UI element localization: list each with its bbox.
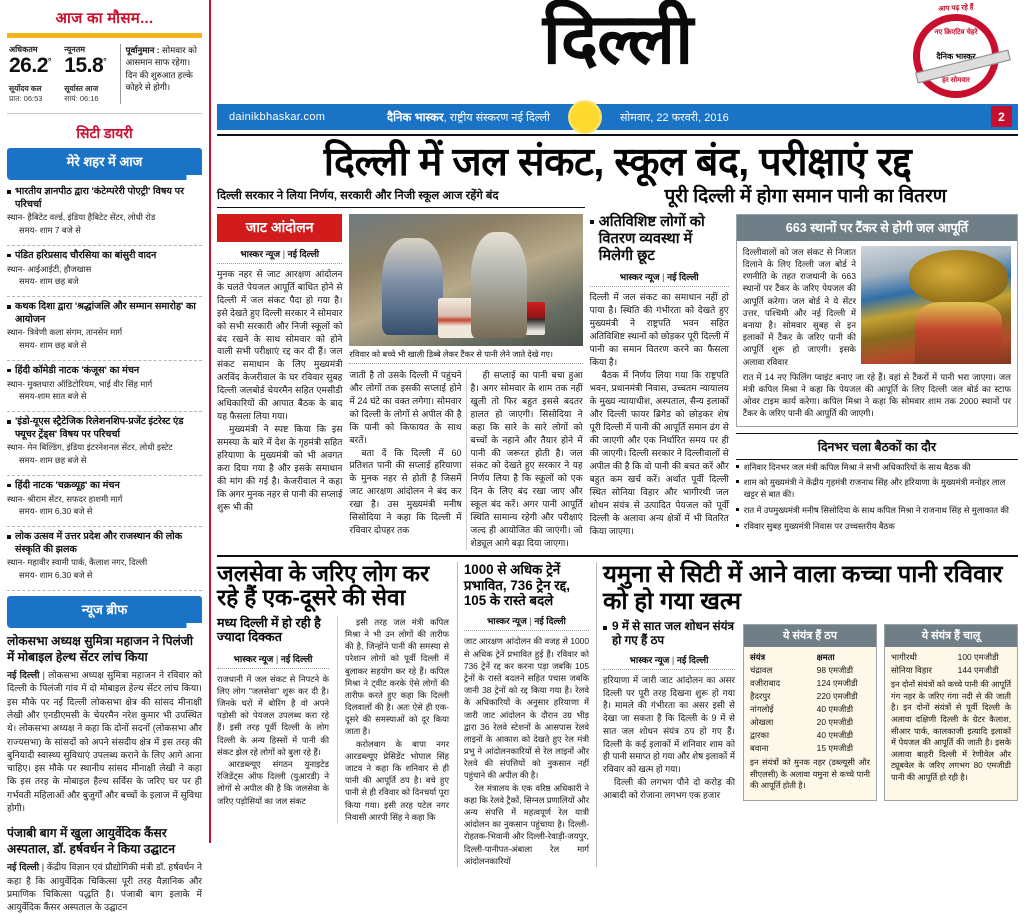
trains-article [457, 562, 589, 867]
bucket-icon [438, 298, 478, 338]
edition-label [387, 110, 550, 125]
weather-max [9, 44, 60, 104]
bucket-icon [513, 302, 546, 335]
table-note: इन दोनों संयंत्रों को कच्चे पानी की आपूर्ति गंग नहर के जरिए गंगा नदी से की जाती है। इन दोनों संयंत्रों से पूर्वी दिल्ली के अलावा दक्षिणी दिल्ली के ग्रेटर कैलाश, सीआर पार्क, कालकाजी इत्यादि इलाकों में पेयजल की आपूर्ति की जाती है। इसके अलावा बाहरी दिल्ली में रेणीवेल और ट्यूबवेल के जरिए लगभग 80 एमजीडी पानी की आपूर्ति हो रही है। [891, 679, 1011, 783]
sunset-label: सूर्यास्त आज [64, 84, 99, 94]
event-venue: स्थान- मुक्तधारा ऑडिटोरियम, भाई वीर सिंह मार्ग [7, 378, 153, 389]
table-row [750, 716, 870, 729]
brief-body: नई दिल्ली | लोकसभा अध्यक्ष सुमित्रा महाजन ने रविवार को दिल्ली के पिलंजी गांव में दो मोबाइल हेल्थ सेंटर लांच किया। इस मौके पर नई दिल्ली लोकसभा क्षेत्र की सांसद मीनाक्षी लेखी और एनडीएमसी के चेयरमैन नरेश कुमार भी उपस्थित थे। लोकसभा अध्यक्ष ने कहा कि दोनों सदनों (लोकसभा और राज्यसभा) के सांसदों को अपने संसदीय क्षेत्र में इस तरह की बुनियादी स्वास्थ्य सुविधाएं उपलब्ध कराने के लिए आगे आना चाहिए। इस मौके पर स्थानीय सांसद मीनाक्षी लेखी ने कहा कि इस तरह के मोबाइल हैल्थ सर्विस के जरिए घर पर ही गर्भवती महिलाओं और बुजुर्गों और बच्चों के इलाज में सुविधा होगी। [7, 670, 202, 813]
event-venue: स्थान- महावीर स्वामी पार्क, कैलाश नगर, दिल्ली [7, 557, 148, 568]
jaat-section-band: जाट आंदोलन [217, 214, 342, 242]
jalseva-right-col [337, 616, 449, 823]
byline-place: नई दिल्ली [280, 653, 313, 664]
cell-capacity: 220 एमजीडी [816, 690, 858, 701]
plants-tables [743, 624, 1018, 801]
running-plants-table [884, 624, 1018, 801]
tanker-box-body [737, 241, 1017, 426]
brief-body: नई दिल्ली | केंद्रीय विज्ञान एवं प्रौद्योगिकी मंत्री डॉ. हर्षवर्धन ने कहा है कि आयुर्वेदिक चिकित्सा पूरी तरह वैज्ञानिक और प्रमाणिक चिकित्सा पद्धति है। पंजाबी बाग इलाके में आयुर्वेदिक कैंसर अस्पताल के उद्घाटन [7, 862, 202, 913]
jalseva-subhead: मध्य दिल्ली में हो रही है ज्यादा दिक्कत [217, 615, 321, 645]
photo-caption: रविवार को बच्चे भी खाली डिब्बे लेकर टैंकर से पानी लेने जाते देखे गए। [349, 349, 553, 359]
degree-icon: ° [103, 56, 107, 66]
divider [349, 363, 582, 364]
table-row [750, 664, 870, 677]
article-paragraph: दिल्ली की लगभग पौने दो करोड़ की आबादी को रोजाना लगभग एक हजार [603, 776, 735, 800]
byline-place: नई दिल्ली [667, 272, 699, 283]
jalseva-headline: जलसेवा के जरिए लोग कर रहे हैं एक-दूसरे की सेवा [217, 561, 430, 611]
yamuna-text-col [603, 620, 735, 801]
stopped-plants-body [744, 647, 876, 797]
lower-section [217, 555, 1018, 867]
article-paragraph: बैठक में निर्णय लिया गया कि राष्ट्रपति भवन, प्रधानमंत्री निवास, उच्चतम न्यायालय के मुख्य न्यायाधीश, अस्पताल, सैन्य इलाकों और दिल्ली फायर ब्रिगेड को छोड़कर शेष पूरी दिल्ली में पानी की आपूर्ति समान ढंग से की जाएगी और एक निर्धारित समय पर ही की जाएगी। दिल्ली सरकार ने दिल्लीवालों से अपील की है कि वो पानी की बचत करें और बहुत कम खर्च करें। अर्थात पूर्वी दिल्ली स्थित सोनिया विहार और भागीरथी जल शोधन संयंत्र से उत्पादित पेयजल को पूर्वी दिल्ली के अलावा अन्य क्षेत्रों में भी वितरित किया जाएगा। [589, 370, 729, 536]
main-content [211, 0, 1024, 866]
jalseva-article [217, 562, 450, 867]
article-paragraph: आरडब्ल्यूए संगठन युनाइटेड रेजिडेंट्स ऑफ दिल्ली (युआरडी) ने लोगों से अपील की है कि जलसेवा के जरिए पड़ोसियों का जल संकट [217, 759, 329, 806]
lead-subhead-row [217, 187, 1018, 210]
article-paragraph: जाती है तो उसके दिल्ली में पहुंचने और लोगों तक इसकी सप्लाई होने में 24 घंटे का वक्त लगेगा। सोमवार को दिल्ली के लोगों से अपील की है कि पानी को किफायत के साथ बरतें। [349, 369, 462, 445]
list-item [7, 480, 202, 522]
yamuna-subhead: 9 में से सात जल शोधन संयंत्र हो गए हैं ठप [603, 620, 735, 653]
article-paragraph: करोलबाग के बापा नगर आरडब्ल्यूए प्रेसिडेंट भोपाल सिंह जाटव ने कहा कि शनिवार से ही पानी की आपूर्ति ठप है। बचे हुए पानी से ही रविवार को दिनचर्या पूरा किया गया। इसी तरह पटेल नगर निवासी आरपी सिंह ने कहा कि [345, 738, 449, 822]
divider [7, 296, 202, 297]
yamuna-article [596, 562, 1018, 867]
list-item: रविवार सुबह मुख्यमंत्री निवास पर उच्चस्तरीय बैठक [736, 519, 1018, 535]
divider [464, 630, 589, 631]
list-item: शनिवार दिनभर जल मंत्री कपिल मिश्रा ने सभी अधिकारियों के साथ बैठक की [736, 460, 1018, 476]
article-paragraph: बता दें कि दिल्ली में 60 प्रतिशत पानी की सप्लाई हरियाणा के मुनक नहर से होती है जिसमें जाट आरक्षण आंदोलन ने बंद कर रखा है। उस मुख्यमंत्री मनीष सिसोदिया ने कहा कि दिल्ली में रविवार दोपहर तक [349, 447, 462, 536]
stamp-top-text: आप पढ़ रहे हैं [938, 4, 974, 13]
upper-columns [217, 214, 1018, 550]
event-time: समय- शाम 7 बजे से [19, 225, 81, 236]
left-sidebar [0, 0, 211, 913]
column-header-name: संयंत्र [750, 651, 766, 662]
meetings-box [736, 433, 1018, 535]
stamp-line-1: नए क्रिएटिव चेहरे [934, 29, 978, 36]
table-row [891, 651, 1011, 664]
meetings-box-title: दिनभर चला बैठकों का दौर [736, 434, 1018, 460]
article-paragraph: राजधानी में जल संकट से निपटने के लिए लोग "जलसेवा" शुरू कर दी है। जिनके घरों में बोरिंग है वो अपने पड़ोसी को पेयजल उपलब्ध करा रहे हैं। इसी तरह पूर्वी दिल्ली के लोग दिल्ली के अन्य हिस्सों में पानी की संकट झेल रहे लोगों को बुला रहे हैं। [217, 673, 329, 757]
event-headline: 'इंडो-यूएस स्ट्रैटेजिक रिलेशनशिप-प्रजेंट इंटरेस्ट एंड फ्यूचर ट्रेंड्स' विषय पर परिचर्चा [7, 416, 202, 441]
trains-headline: 1000 से अधिक ट्रेनें प्रभावित, 736 ट्रेन रद्द, 105 के रास्ते बदले [463, 562, 570, 608]
list-item [7, 186, 202, 241]
stamp-line-2: दैनिक भास्कर [936, 51, 976, 61]
forecast-text: सोमवार को आसमान साफ रहेगा। दिन की शुरुआत हल्के कोहरे से होगी। [125, 45, 197, 93]
brief-text: केंद्रीय विज्ञान एवं प्रौद्योगिकी मंत्री डॉ. हर्षवर्धन ने कहा है कि आयुर्वेदिक चिकित्सा पूरी तरह वैज्ञानिक और प्रमाणिक चिकित्सा पद्धति है। पंजाबी बाग इलाके में आयुर्वेदिक कैंसर अस्पताल के उद्घाटन [7, 862, 202, 913]
weather-min-value: 15.8 [64, 54, 104, 77]
table-row [750, 742, 870, 755]
column-jaat [217, 214, 342, 550]
byline: भास्कर न्यूज | नई दिल्ली [486, 616, 566, 627]
divider [217, 134, 1018, 136]
cell-name: बवाना [750, 743, 769, 754]
byline-place: नई दिल्ली [534, 616, 566, 627]
table-note: इन संयंत्रों को मुनक नहर (डब्ल्यूसी और सीएलसी) के अलावा यमुना से कच्चे पानी की आपूर्ति होती है। [750, 758, 870, 791]
weather-min-label: न्यूनतम [64, 45, 86, 54]
lead-headline: दिल्ली में जल संकट, स्कूल बंद, परीक्षाएं रद्द [323, 140, 912, 184]
cell-name: वजीराबाद [750, 677, 781, 688]
event-venue: स्थान- मेन बिल्डिंग, इंडिया इंटरनेशनल सेंटर, लोधी इस्टेट [7, 442, 173, 453]
yamuna-headline: यमुना से सिटी में आने वाला कच्चा पानी रविवार को हो गया खत्म [603, 561, 1003, 615]
article-paragraph: मुख्यमंत्री ने स्पष्ट किया कि इस समस्या के बारे में देश के गृहमंत्री सहित हरियाणा के मुख्यमंत्री को भी अवगत करा दिया गया है और इसके समाधान की मांग की गई है। केजरीवाल ने कहा कि अगर मुनक नहर से पानी की सप्लाई शुरू भी की [217, 424, 343, 512]
byline: भास्कर न्यूज | नई दिल्ली [233, 653, 313, 664]
article-paragraph: ही सप्लाई का पानी बचा हुआ है। अगर सोमवार के शाम तक नहीं खुली तो फिर बहुत इससे बदतर हालत हो जाएगी। सिसोदिया ने कहा कि सारे के सारे लोगों को बच्चों के नहाने और तैयार होने में पानी की जरूरत होती है। जल संकट को देखते हुए सरकार ने यह निर्णय लिया है कि स्कूलों को एक दिन के लिए बंद रखा जाए और स्कूल बंद करें। अगर पानी आपूर्ति स्थिति सामान्य रहेगी और परीक्षाएं जल्द ही आयोजित की जाएंगी। जो शेड्यूल आगे बढ़ा दिया जाएगा। [470, 369, 583, 549]
promo-stamp [902, 4, 1010, 100]
event-time: समय- शाम छह बजे से [19, 455, 87, 466]
event-venue: स्थान- श्रीराम सेंटर, सफदर हाशमी मार्ग [7, 493, 123, 504]
event-headline: पंडित हरिप्रसाद चौरसिया का बांसुरी वादन [7, 250, 202, 263]
byline-source: भास्कर न्यूज [619, 272, 660, 283]
cell-capacity: 100 एमजीडी [957, 651, 999, 662]
weather-max-value-wrap [9, 55, 60, 77]
cell-name: द्वारका [750, 730, 770, 741]
event-time: समय-शाम सात बजे से [19, 391, 87, 402]
weather-max-value: 26.2 [9, 54, 48, 77]
divider [590, 286, 729, 287]
event-venue: स्थान- त्रिवेणी कला संगम, तानसेन मार्ग [7, 327, 123, 338]
weather-min-value-wrap [64, 55, 115, 77]
event-headline: हिंदी कॉमेडी नाटक 'कंजूस' का मंचन [7, 365, 202, 378]
stopped-plants-title: ये संयंत्र हैं ठप [744, 625, 876, 647]
publication-date: सोमवार, 22 फरवरी, 2016 [619, 111, 729, 124]
divider [217, 263, 342, 264]
article-paragraph: हरियाणा में जारी जाट आंदोलन का असर दिल्ली पर पूरी तरह दिखना शुरू हो गया है। मामले की गंभीरता का असर इसी से देखा जा सकता है कि दिल्ली के 9 में से सात जल शोधन संयंत्र ठप हो गए हैं। दिल्ली के कई इलाकों में शनिवार शाम को ही पानी समाप्त हो गया और शेष इलाकों में रविवार को खत्म हो गया। [603, 674, 735, 774]
brief-text: लोकसभा अध्यक्ष सुमित्रा महाजन ने रविवार को दिल्ली के पिलंजी गांव में दो मोबाइल हेल्थ सेंटर लांच किया। इस मौके पर नई दिल्ली लोकसभा क्षेत्र की सांसद मीनाक्षी लेखी और एनडीएमसी के चेयरमैन नरेश कुमार भी उपस्थित थे। लोकसभा अध्यक्ष ने कहा कि दोनों सदनों (लोकसभा और राज्यसभा) के सांसदों को अपने संसदीय क्षेत्र में इस तरह की बुनियादी स्वास्थ्य सुविधाएं उपलब्ध कराने के लिए आगे आना चाहिए। इस मौके पर स्थानीय सांसद मीनाक्षी लेखी ने कहा कि इस तरह के मोबाइल हैल्थ सर्विस के जरिए घर पर ही गर्भवती महिलाओं और बुजुर्गों और बच्चों के इलाज में सुविधा होगी। [7, 670, 202, 813]
event-headline: भारतीय ज्ञानपीठ द्वारा 'कंटेम्परेरी पोएट्री' विषय पर परिचर्चा [7, 186, 202, 211]
edition-brand: दैनिक भास्कर [387, 111, 444, 124]
divider [7, 526, 202, 527]
cell-name: सोनिया विहार [891, 664, 932, 675]
list-item [7, 250, 202, 292]
list-item: शाम को मुख्यमंत्री ने केंद्रीय गृहमंत्री राजनाथ सिंह और हरियाणा के मुख्यमंत्री मनोहर लाल खट्टर से बात की। [736, 475, 1018, 503]
events-section-band: मेरे शहर में आज [7, 148, 202, 175]
byline-source: भास्कर न्यूज [233, 653, 274, 664]
cell-name: नांगलोई [750, 704, 774, 714]
brief-headline: लोकसभा अध्यक्ष सुमित्रा महाजन ने पिलंजी में मोबाइल हेल्थ सेंटर लांच किया [7, 633, 193, 664]
weather-widget [7, 4, 202, 114]
cell-capacity: 144 एमजीडी [957, 664, 999, 675]
byline-source: भास्कर न्यूज [486, 616, 527, 627]
event-headline: हिंदी नाटक 'चक्रव्यूह' का मंचन [7, 480, 202, 493]
degree-icon: ° [47, 56, 51, 66]
article-paragraph: रात में 14 नए फिलिंग प्वाइंट बनाए जा रहे हैं। वहां से टैंकरों में पानी भरा जाएगा। जल मंत्री कपिल मिश्रा ने कहा कि पेयजल की आपूर्ति के लिए दिल्ली जल बोर्ड का स्टाफ ओवर टाइम कार्य करेगा। कपिल मिश्रा ने कहा कि सोमवार शाम तक 2000 स्थानों पर टैंकर के जरिए पानी की आपूर्ति की जाएगी। [742, 371, 1011, 419]
sunset-time: सायं: 06:16 [64, 94, 99, 104]
table-row [750, 677, 870, 690]
events-list [7, 186, 202, 591]
table-header-row [750, 651, 870, 664]
tanker-supply-box [736, 214, 1018, 427]
event-time: समय- शाम छह बजे [19, 276, 79, 287]
masthead [217, 0, 1018, 104]
tanker-box-title: 663 स्थानों पर टैंकर से होगी जल आपूर्ति [737, 215, 1017, 241]
list-item [7, 365, 202, 407]
weather-max-label: अधिकतम [9, 45, 38, 54]
page-number-badge: 2 [991, 106, 1012, 127]
article-paragraph: जाट आरक्षण आंदोलन की वजह से 1000 से अधिक ट्रेनें प्रभावित हुई हैं। रविवार को 736 ट्रेनें रद्द कर करना पड़ा जबकि 105 ट्रेनों के रास्ते बदलने सहित पचास जबकि जानी 38 ट्रेनों को रद्द किया गया है। रेलवे के अधिकारियों के अनुसार हरियाणा में जारी जाट आंदोलन के दौरान उग्र भीड़ द्वारा 36 रेलवे स्टेशनों के आसपास रेलवे लाइनों के आकाश को देखते हुए रेल मंत्री प्रभु ने आंदोलनकारियों से रेल लाइनों और रेलवे की संपत्तियों को नुकसान नहीं पहुंचाने की अपील की है। [463, 636, 589, 781]
byline: भास्कर न्यूज | नई दिल्ली [619, 272, 699, 283]
weather-title: आज का मौसम... [55, 10, 154, 27]
table-row [750, 690, 870, 703]
brief-headline: पंजाबी बाग में खुला आयुर्वेदिक कैंसर अस्पताल, डॉ. हर्षवर्धन ने किया उद्घाटन [7, 826, 175, 856]
article-paragraph: दिल्ली में जल संकट का समाधान नहीं हो पाया है। स्थिति की गंभीरता को देखते हुए मुख्यमंत्री ने राष्ट्रपति भवन सहित अतिविशिष्ट स्थानों को छोड़कर पूरी दिल्ली में पानी का समान वितरण करने का फैसला किया है। [589, 292, 729, 368]
column-vip [590, 214, 729, 550]
list-item [7, 301, 202, 356]
cell-name: ओखला [750, 717, 774, 728]
sunrise-time: प्रात: 06:53 [9, 94, 43, 104]
cell-capacity: 124 एमजीडी [816, 677, 858, 688]
byline: भास्कर न्यूज | नई दिल्ली [629, 654, 709, 665]
edition-rest: , राष्ट्रीय संस्करण नई दिल्ली [443, 111, 550, 124]
forecast-label: पूर्वानुमान : [125, 45, 160, 55]
event-time: समय- शाम 6.30 बजे से [19, 506, 93, 517]
event-venue: स्थान- आईआईटी, हौजखास [7, 263, 92, 274]
photo-article-body [349, 369, 582, 550]
stamp-line-3: हर सोमवार [942, 77, 970, 84]
article-paragraph: दिल्लीवालों को जल संकट से निजात दिलाने के लिए दिल्ली जल बोर्ड ने रणनीति के तहत राजधानी के 663 स्थानों पर टैंकर के जरिए पेयजल की आपूर्ति करेगा। जल बोर्ड ने ये सेंटर उत्तर, पश्चिमी और नई दिल्ली में बनाया है। सोमवार सुबह से इन इलाकों में टैंकर के जरिए पानी की आपूर्ति शुरू हो जाएगी। इसके अलावा रविवार [742, 246, 856, 367]
water-carrying-children-photo [349, 214, 582, 346]
article-paragraph: रेल मंत्रालय के एक वरिष्ठ अधिकारी ने कहा कि रेलवे ट्रैकों, सिग्नल प्रणालियों और अन्य संपत्ति में महत्वपूर्ण रेल यात्री आंदोलन का नुकसान पहुंचाया है। दिल्ली-रोहतक-भिवानी और दिल्ली-रेवाड़ी-जयपुर, दिल्ली-पानीपत-अंबाला रेल मार्ग आंदोलनकारियों [463, 782, 589, 866]
byline-place: नई दिल्ली [287, 248, 320, 259]
woman-carrying-pot-photo [861, 246, 1011, 364]
divider [217, 668, 329, 669]
city-diary-title: सिटी डायरी [76, 125, 133, 142]
event-time: समय- शाम 6.30 बजे से [19, 570, 93, 581]
byline-source: भास्कर न्यूज [629, 654, 670, 665]
vip-subhead: अतिविशिष्ट लोगों को वितरण व्यवस्था में मिलेगी छूट [590, 214, 729, 271]
divider [7, 245, 202, 246]
website-url[interactable]: dainikbhaskar.com [229, 111, 326, 123]
list-item: रात में उपमुख्यमंत्री मनीष सिसोदिया के साथ कपिल मिश्रा ने राजनाथ सिंह से मुलाकात की [736, 503, 1018, 519]
cell-capacity: 98 एमजीडी [816, 664, 853, 675]
news-brief-band: न्यूज ब्रीफ [7, 596, 202, 623]
article-paragraph: इसी तरह जल मंत्री कपिल मिश्रा ने भी उन लोगों की तारीफ की है, जिन्होंने पानी की समस्या से परेशान लोगों को पूर्वी दिल्ली में बुलाकर सहयोग कर रहे हैं। कपिल मिश्रा ने ट्वीट करके ऐसे लोगों की तारीफ करते हुए कहा कि दिल्ली दिलवालों की है। अतः ऐसे ही एक-दूसरे की समस्याओं को दूर किया जाता है। [345, 616, 449, 737]
event-time: समय- शाम छह बजे से [19, 340, 87, 351]
info-bar [217, 104, 1018, 130]
stamp-ring [913, 14, 999, 98]
list-item [7, 416, 202, 471]
event-headline: लोक उत्सव में उत्तर प्रदेश और राजस्थान की लोक संस्कृति की झलक [7, 531, 202, 556]
divider [7, 475, 202, 476]
column-header-capacity: क्षमता [816, 651, 835, 662]
weather-min [64, 44, 115, 104]
list-item [7, 531, 202, 586]
brief-dateline: नई दिल्ली [7, 670, 40, 681]
page-title: दिल्ली [542, 2, 693, 79]
cell-capacity: 40 एमजीडी [816, 730, 853, 741]
cell-name: भागीरथी [891, 651, 917, 662]
column-photo [349, 214, 582, 550]
divider [7, 113, 202, 114]
cell-name: चंद्रावल [750, 664, 773, 675]
lead-subhead-right: पूरी दिल्ली में होगा समान पानी का वितरण [664, 185, 947, 207]
sun-icon [568, 100, 602, 134]
cell-capacity: 40 एमजीडी [816, 704, 853, 714]
cell-capacity: 15 एमजीडी [816, 743, 853, 754]
column-tanker [736, 214, 1018, 550]
brief-dateline: नई दिल्ली [7, 862, 40, 873]
running-plants-body [885, 647, 1017, 789]
byline-source: भास्कर न्यूज [240, 248, 281, 259]
news-brief-list [7, 634, 202, 914]
divider [603, 669, 735, 670]
stopped-plants-table [743, 624, 877, 801]
table-row [750, 729, 870, 742]
sunrise-label: सूर्योदय कल [9, 84, 42, 94]
divider [7, 411, 202, 412]
lead-subhead-left: दिल्ली सरकार ने लिया निर्णय, सरकारी और निजी स्कूल आज रहेंगे बंद [217, 188, 585, 208]
divider [7, 360, 202, 361]
event-venue: स्थान- हैबिटेट वर्ल्ड, इंडिया हैबिटेट सेंटर, लोधी रोड [7, 212, 156, 223]
table-row [750, 703, 870, 716]
byline: भास्कर न्यूज | नई दिल्ली [240, 248, 320, 259]
cell-name: हैदरपुर [750, 690, 771, 701]
running-plants-title: ये संयंत्र हैं चालू [885, 625, 1017, 647]
byline-place: नई दिल्ली [676, 654, 709, 665]
cell-capacity: 20 एमजीडी [816, 717, 853, 728]
weather-divider-bar [7, 33, 202, 38]
weather-forecast [120, 44, 200, 104]
article-paragraph: मुनक नहर से जाट आरक्षण आंदोलन के चलते पेयजल आपूर्ति बाधित होने से दिल्ली में जल संकट पैदा हो गया है। इसे देखते हुए दिल्ली सरकार ने सोमवार को सभी सरकारी और निजी स्कूलों को बंद रखने के साथ सोमवार को होने वाली सभी परीक्षाएं रद्द कर दी हैं। जल संकट समाधान के लिए मुख्यमंत्री अरविंद केजरीवाल के घर रविवार सुबह दिल्ली जलबोर्ड चेयरमैन सहित एमसीडी अधिकारियों की आपात बैठक के बाद यह फैसला लिया गया। [217, 268, 343, 422]
table-row [891, 664, 1011, 677]
jalseva-left-col [217, 616, 329, 823]
divider [7, 590, 202, 591]
event-headline: कथक दिशा द्वारा 'श्रद्धांजलि और सम्मान समारोह' का आयोजन [7, 301, 202, 326]
